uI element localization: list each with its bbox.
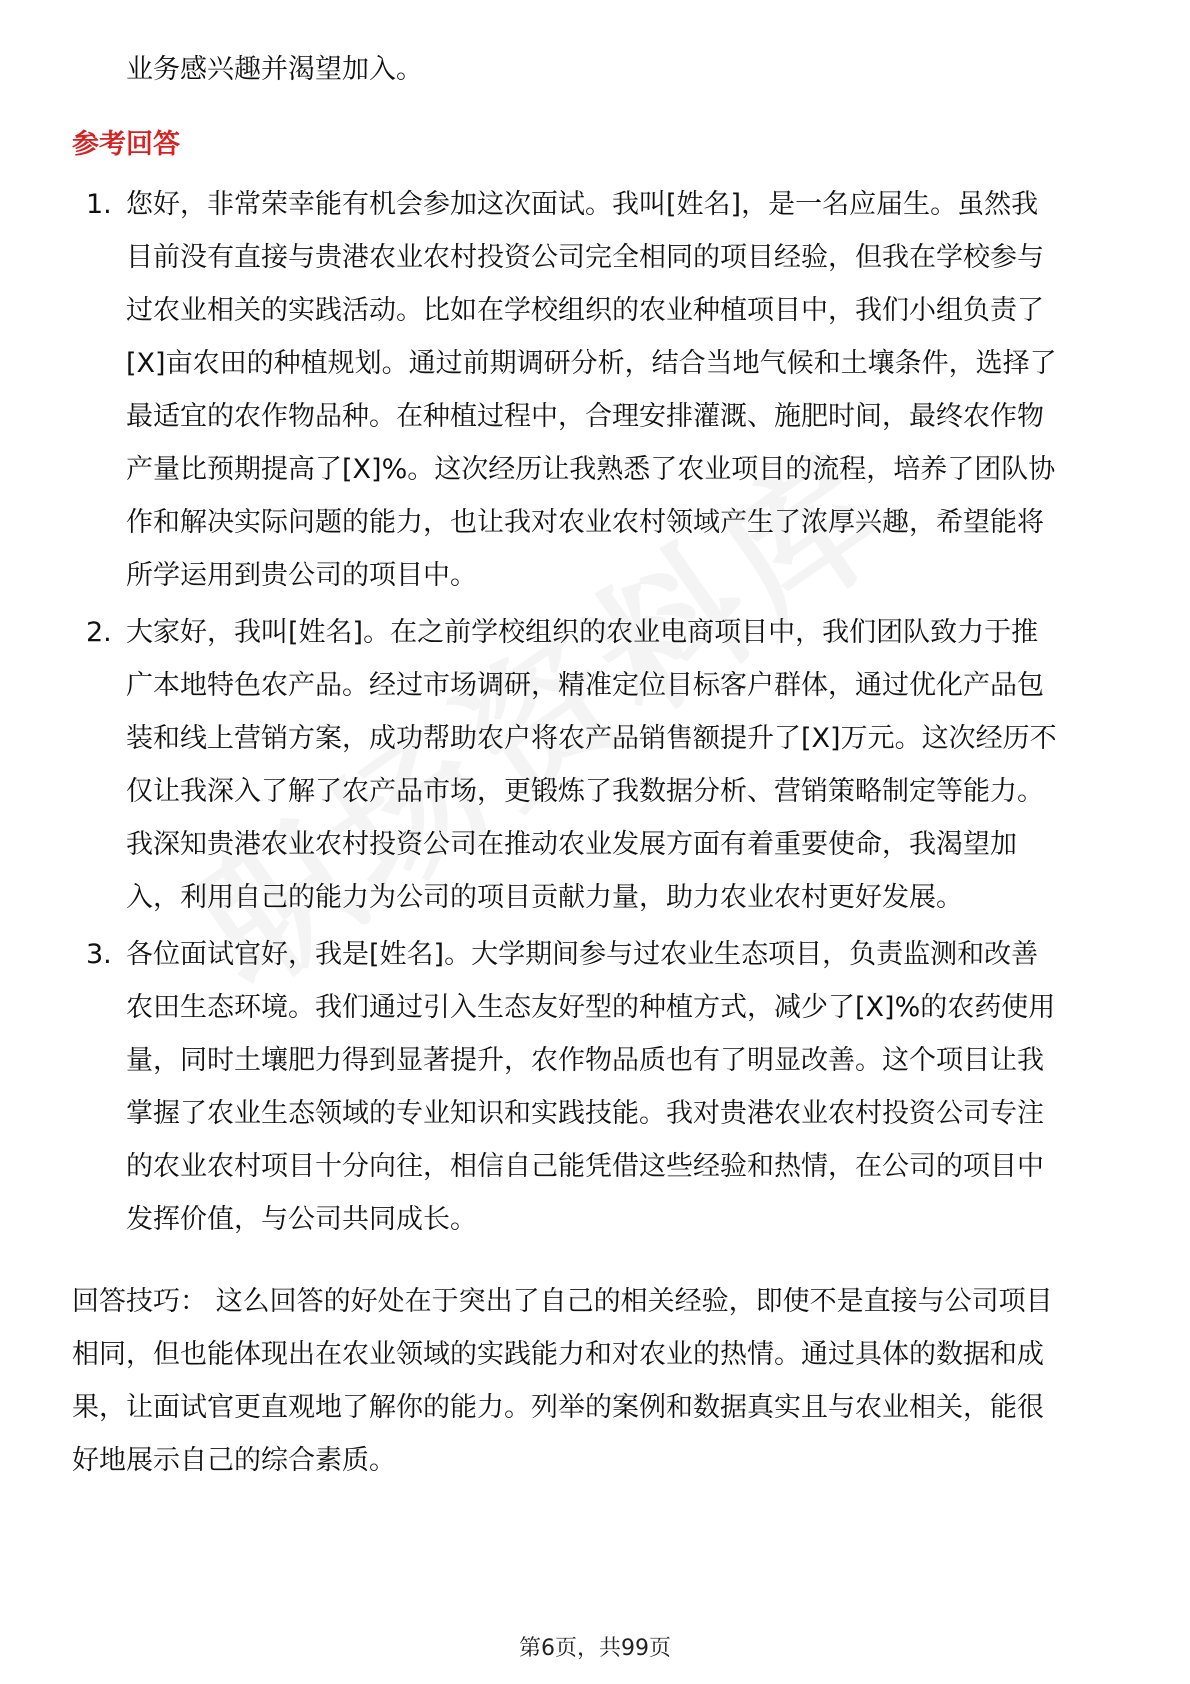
answer-2-line-1: 大家好，我叫[姓名]。在之前学校组织的农业电商项目中，我们团队致力于推 — [126, 617, 1039, 648]
answer-3-line-1: 各位面试官好，我是[姓名]。大学期间参与过农业生态项目，负责监测和改善 — [126, 939, 1039, 970]
answer-1-line-1: 您好，非常荣幸能有机会参加这次面试。我叫[姓名]，是一名应届生。虽然我 — [126, 189, 1039, 220]
answer-3-line-2: 农田生态环境。我们通过引入生态友好型的种植方式，减少了[X]%的农药使用 — [126, 992, 1056, 1023]
section-title: 参考回答 — [72, 129, 180, 160]
answer-3-number: 3. — [86, 939, 112, 970]
answer-1-number: 1. — [86, 189, 112, 220]
answer-3-line-5: 的农业农村项目十分向往，相信自己能凭借这些经验和热情，在公司的项目中 — [126, 1151, 1044, 1182]
answer-3-line-6: 发挥价值，与公司共同成长。 — [126, 1204, 477, 1235]
answer-1-line-7: 作和解决实际问题的能力，也让我对农业农村领域产生了浓厚兴趣，希望能将 — [126, 507, 1044, 538]
tips-line-3: 果，让面试官更直观地了解你的能力。列举的案例和数据真实且与农业相关，能很 — [72, 1392, 1044, 1423]
answer-2-number: 2. — [86, 617, 112, 648]
answer-1-line-2: 目前没有直接与贵港农业农村投资公司完全相同的项目经验，但我在学校参与 — [126, 242, 1044, 273]
answer-1-line-6: 产量比预期提高了[X]%。这次经历让我熟悉了农业项目的流程，培养了团队协 — [126, 454, 1056, 485]
answer-1-line-4: [X]亩农田的种植规划。通过前期调研分析，结合当地气候和土壤条件，选择了 — [126, 348, 1057, 379]
page-number: 第6页，共99页 — [519, 1636, 671, 1661]
answer-1-line-5: 最适宜的农作物品种。在种植过程中，合理安排灌溉、施肥时间，最终农作物 — [126, 401, 1044, 432]
answer-2-line-5: 我深知贵港农业农村投资公司在推动农业发展方面有着重要使命，我渴望加 — [126, 829, 1017, 860]
tips-line-4: 好地展示自己的综合素质。 — [72, 1445, 396, 1476]
answer-3-line-3: 量，同时土壤肥力得到显著提升，农作物品质也有了明显改善。这个项目让我 — [126, 1045, 1044, 1076]
answer-2-line-3: 装和线上营销方案，成功帮助农户将农产品销售额提升了[X]万元。这次经历不 — [126, 723, 1057, 754]
answer-2-line-4: 仅让我深入了解了农产品市场，更锻炼了我数据分析、营销策略制定等能力。 — [126, 776, 1044, 807]
answer-1-line-8: 所学运用到贵公司的项目中。 — [126, 560, 477, 591]
tips-line-2: 相同，但也能体现出在农业领域的实践能力和对农业的热情。通过具体的数据和成 — [72, 1339, 1044, 1370]
answer-3-line-4: 掌握了农业生态领域的专业知识和实践技能。我对贵港农业农村投资公司专注 — [126, 1098, 1044, 1129]
answer-2-line-2: 广本地特色农产品。经过市场调研，精准定位目标客户群体，通过优化产品包 — [126, 670, 1044, 701]
answer-1-line-3: 过农业相关的实践活动。比如在学校组织的农业种植项目中，我们小组负责了 — [126, 295, 1044, 326]
intro-tail-text: 业务感兴趣并渴望加入。 — [126, 54, 423, 85]
tips-line-1: 回答技巧： 这么回答的好处在于突出了自己的相关经验，即使不是直接与公司项目 — [72, 1286, 1053, 1317]
answer-2-line-6: 入，利用自己的能力为公司的项目贡献力量，助力农业农村更好发展。 — [126, 882, 963, 913]
